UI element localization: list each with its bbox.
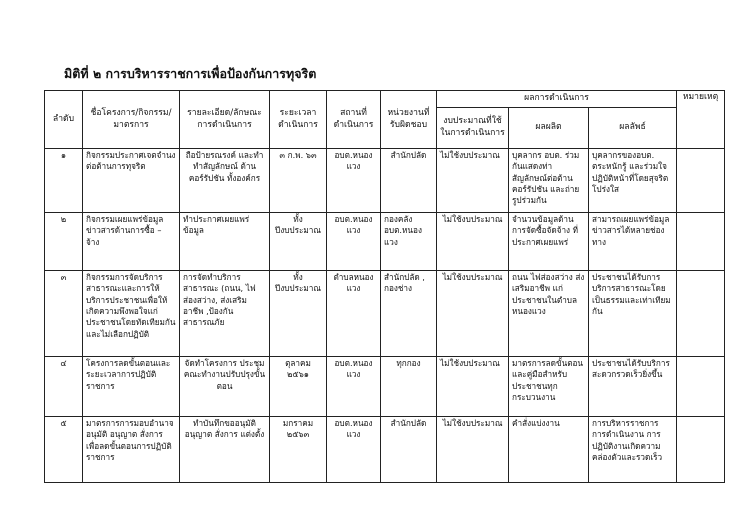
cell-period: ทั้งปีงบประมาณ	[270, 213, 327, 271]
cell-output: บุคลากร อบต. ร่วมกันแสดงท่าสัญลักษณ์ต่อต้านคอร์รัปชัน และถ่ายรูปร่วมกัน	[509, 149, 589, 213]
cell-remarks	[677, 357, 725, 417]
table-row	[45, 357, 725, 417]
cell-project: โครงการลดขั้นตอนและระยะเวลาการปฏิบัติราชการ	[83, 357, 180, 417]
cell-place: อบต.หนองแวง	[327, 357, 381, 417]
cell-project: กิจกรรมการจัดบริการสาธารณะและการให้บริการประชาชนเพื่อให้เกิดความพึงพอใจแก่ประชาชนโดยทัดเทียมกันและไม่เลือกปฏิบัติ	[83, 271, 180, 357]
cell-details: ทำประกาศเผยแพร่ข้อมูล	[180, 213, 270, 271]
header-outcome: ผลลัพธ์	[589, 108, 677, 149]
cell-output: คำสั่งแบ่งงาน	[509, 417, 589, 483]
table-row	[45, 417, 725, 483]
cell-details: การจัดทำบริการสาธารณะ (ถนน, ไฟส่องสว่าง, ส่งเสริมอาชีพ ,ป้องกันสาธารณภัย	[180, 271, 270, 357]
header-agency: หน่วยงานที่รับผิดชอบ	[381, 91, 437, 149]
cell-remarks	[677, 417, 725, 483]
table-row	[45, 213, 725, 271]
header-place: สถานที่ดำเนินการ	[327, 91, 381, 149]
cell-agency: สำนักปลัด , กองช่าง	[381, 271, 437, 357]
cell-details: ถือป้ายรณรงค์ และทำทำสัญลักษณ์ ต้านคอร์รัปชัน ทั้งองค์กร	[180, 149, 270, 213]
cell-no: ๑	[45, 149, 83, 213]
cell-outcome: ประชาชนได้รับการบริการสาธารณะโดยเป็นธรรมและเท่าเทียมกัน	[589, 271, 677, 357]
cell-agency: กองคลัง อบต.หนองแวง	[381, 213, 437, 271]
results-table	[44, 90, 725, 483]
cell-budget: ไม่ใช้งบประมาณ	[437, 271, 509, 357]
cell-output: มาตรการลดขั้นตอน และคู่มือสำหรับประชาชนทุกกระบวนงาน	[509, 357, 589, 417]
cell-details: ทำบันทึกขออนุมัติ อนุญาต สั่งการ แต่งตั้ง	[180, 417, 270, 483]
cell-outcome: สามารถเผยแพร่ข้อมูลข่าวสารได้หลายช่องทาง	[589, 213, 677, 271]
header-no: ลำดับ	[45, 91, 83, 149]
cell-period: ทั้งปีงบประมาณ	[270, 271, 327, 357]
cell-agency: สำนักปลัด	[381, 417, 437, 483]
cell-place: ตำบลหนองแวง	[327, 271, 381, 357]
cell-no: ๕	[45, 417, 83, 483]
header-details: รายละเอียด/ลักษณะการดำเนินการ	[180, 91, 270, 149]
cell-no: ๓	[45, 271, 83, 357]
cell-place: อบต.หนองแวง	[327, 417, 381, 483]
cell-agency: สำนักปลัด	[381, 149, 437, 213]
cell-outcome: บุคลากรของอบต. ตระหนักรู้ และร่วมใจปฏิบัติหน้าที่โดยสุจริตโปร่งใส	[589, 149, 677, 213]
cell-output: จำนวนข้อมูลด้านการจัดซื้อจัดจ้าง ที่ประกาศเผยแพร่	[509, 213, 589, 271]
header-remarks: หมายเหตุ	[677, 91, 725, 149]
table-row	[45, 149, 725, 213]
cell-outcome: ประชาชนได้รับบริการสะดวกรวดเร็วยิ่งขึ้น	[589, 357, 677, 417]
cell-no: ๔	[45, 357, 83, 417]
cell-remarks	[677, 149, 725, 213]
cell-remarks	[677, 213, 725, 271]
cell-budget: ไม่ใช้งบประมาณ	[437, 417, 509, 483]
cell-place: อบต.หนองแวง	[327, 149, 381, 213]
cell-project: กิจกรรมประกาศเจตจำนงต่อต้านการทุจริต	[83, 149, 180, 213]
cell-no: ๒	[45, 213, 83, 271]
header-results: ผลการดำเนินการ	[437, 91, 677, 108]
table-row	[45, 271, 725, 357]
cell-project: มาตรการการมอบอำนาจ อนุมัติ อนุญาต สั่งการ เพื่อลดขั้นตอนการปฏิบัติราชการ	[83, 417, 180, 483]
header-budget: งบประมาณที่ใช้ในการดำเนินการ	[437, 108, 509, 149]
cell-place: อบต.หนองแวง	[327, 213, 381, 271]
cell-period: ตุลาคม ๒๕๖๑	[270, 357, 327, 417]
cell-budget: ไม่ใช้งบประมาณ	[437, 149, 509, 213]
cell-project: กิจกรรมเผยแพร่ข้อมูลข่าวสารด้านการซื้อ – จ้าง	[83, 213, 180, 271]
header-project: ชื่อโครงการ/กิจกรรม/มาตรการ	[83, 91, 180, 149]
cell-agency: ทุกกอง	[381, 357, 437, 417]
section-heading: มิติที่ ๒ การบริหารราชการเพื่อป้องกันการทุจริต	[64, 66, 317, 81]
cell-period: มกราคม ๒๕๖๓	[270, 417, 327, 483]
cell-budget: ไม่ใช้งบประมาณ	[437, 357, 509, 417]
cell-budget: ไม่ใช้งบประมาณ	[437, 213, 509, 271]
cell-output: ถนน ไฟส่องสว่าง ส่งเสริมอาชีพ แก่ประชาชนในตำบลหนองแวง	[509, 271, 589, 357]
cell-details: จัดทำโครงการ ประชุมคณะทำงานปรับปรุงขั้นตอน	[180, 357, 270, 417]
header-output: ผลผลิต	[509, 108, 589, 149]
header-period: ระยะเวลาดำเนินการ	[270, 91, 327, 149]
cell-remarks	[677, 271, 725, 357]
cell-outcome: การบริหารราชการ การดำเนินงาน การปฏิบัติงานเกิดความคล่องตัวและรวดเร็ว	[589, 417, 677, 483]
cell-period: ๓ ก.พ. ๖๓	[270, 149, 327, 213]
